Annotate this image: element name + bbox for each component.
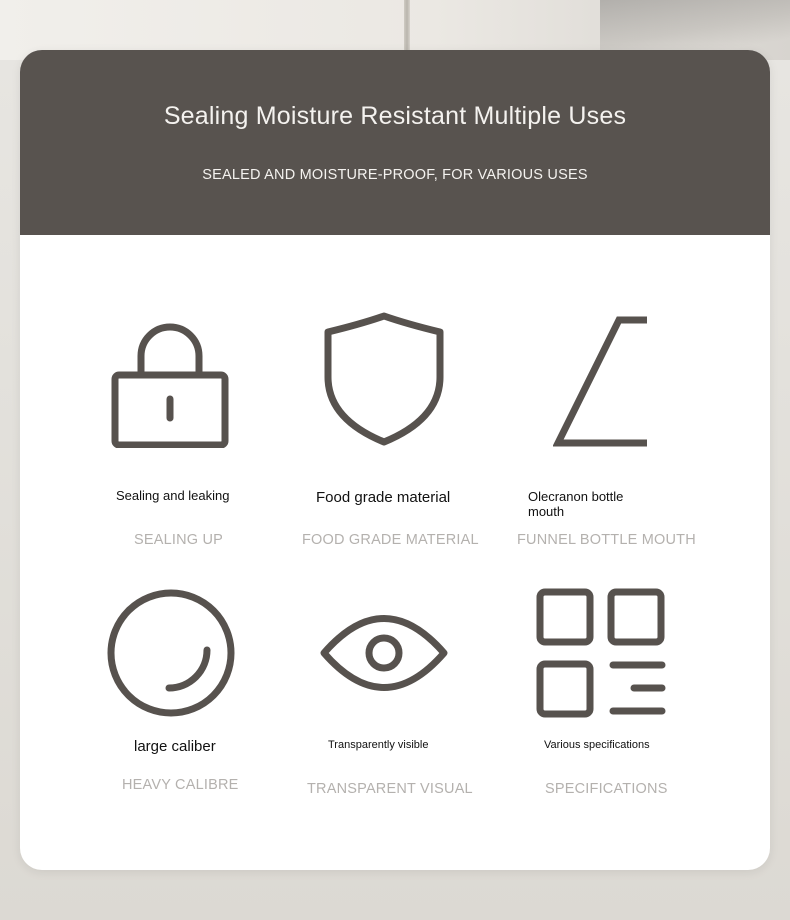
eye-icon xyxy=(318,610,450,696)
feature-sub-bottle-mouth: FUNNEL BOTTLE MOUTH xyxy=(517,532,696,548)
feature-sub-transparent: TRANSPARENT VISUAL xyxy=(307,781,473,797)
feature-card xyxy=(20,50,770,870)
feature-sub-large-caliber: HEAVY CALIBRE xyxy=(122,777,239,793)
header-title: Sealing Moisture Resistant Multiple Uses xyxy=(163,102,627,130)
header-subtitle: SEALED AND MOISTURE-PROOF, FOR VARIOUS USES xyxy=(202,167,588,183)
lock-icon xyxy=(110,316,230,448)
feature-label-large-caliber: large caliber xyxy=(134,738,216,755)
circle-caliber-icon xyxy=(106,588,236,718)
feature-sub-specifications: SPECIFICATIONS xyxy=(545,781,668,797)
background-post xyxy=(404,0,410,50)
feature-label-bottle-mouth: Olecranon bottle mouth xyxy=(528,489,624,519)
grid-specifications-icon xyxy=(533,587,669,721)
feature-label-food-grade: Food grade material xyxy=(316,489,451,506)
feature-sub-food-grade: FOOD GRADE MATERIAL xyxy=(302,532,479,548)
feature-label-sealing: Sealing and leaking xyxy=(116,488,230,503)
feature-label-transparent: Transparently visible xyxy=(328,739,429,751)
shield-icon xyxy=(323,311,445,447)
card-header xyxy=(20,50,770,235)
feature-sub-sealing: SEALING UP xyxy=(134,532,224,548)
feature-label-specifications: Various specifications xyxy=(544,739,650,751)
funnel-bottle-icon xyxy=(553,316,653,448)
